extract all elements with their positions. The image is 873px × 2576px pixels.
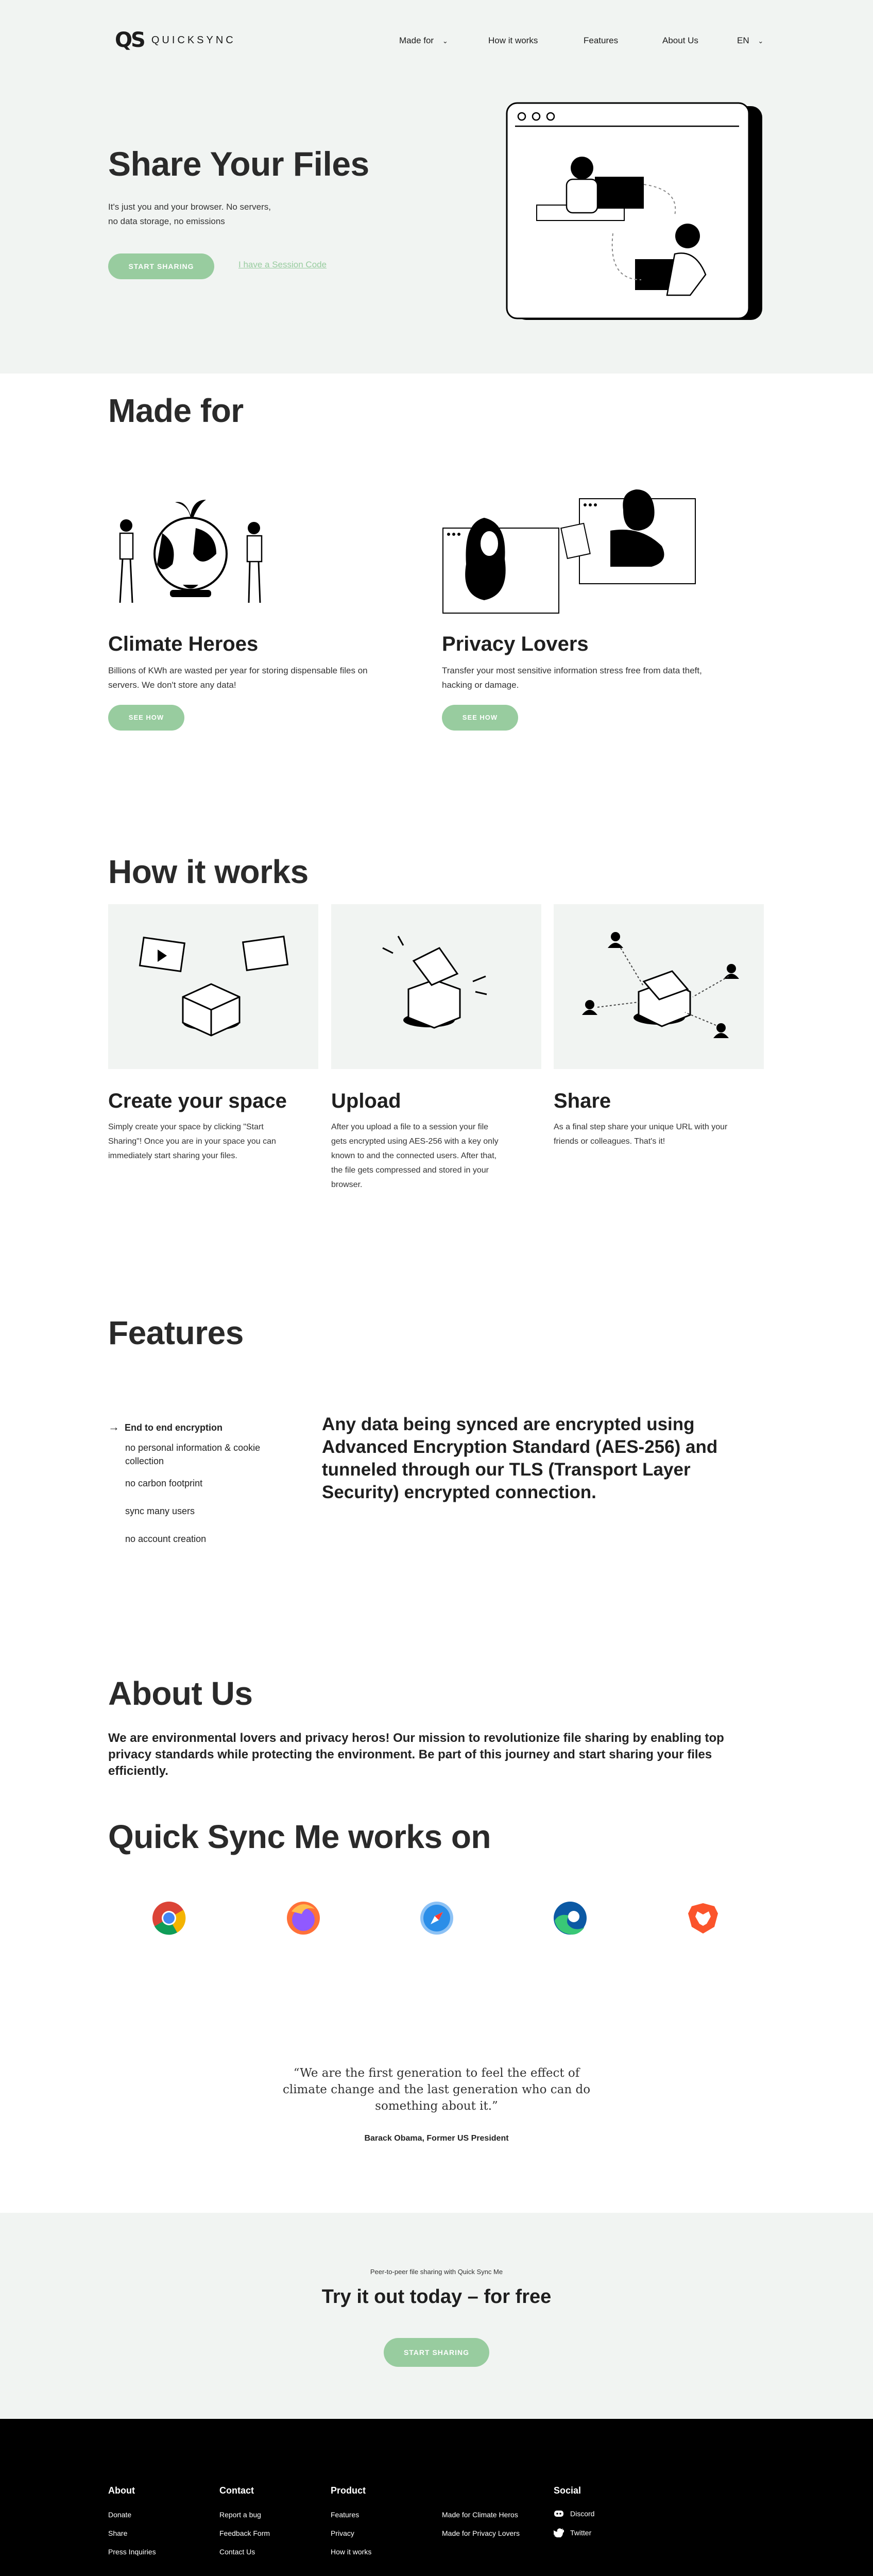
footer-link-features[interactable]: Features [331, 2511, 360, 2519]
climate-heroes-illustration [106, 487, 276, 611]
footer-contact-title: Contact [219, 2485, 254, 2496]
firefox-icon [286, 1901, 320, 1935]
features-title: Features [108, 1314, 244, 1351]
hero-subtitle: It's just you and your browser. No servers, no data storage, no emissions [108, 202, 271, 226]
privacy-lovers-illustration [440, 487, 698, 616]
hero-title: Share Your Files [108, 145, 369, 183]
feature-description: Any data being synced are encrypted using Advanced Encryption Standard (AES-256) and tunneled through our TLS (Transport Layer Security) encrypted connection. [322, 1414, 718, 1502]
step-create-text: Simply create your space by clicking "Start Sharing"! Once you are in your space you can immediately start sharing your files. [108, 1123, 276, 1160]
nav-made-for[interactable]: Made for ⌄ [399, 36, 448, 45]
cta-section [0, 2213, 873, 2419]
step-share-card [554, 904, 764, 1069]
safari-icon [420, 1901, 454, 1935]
step-create-title: Create your space [108, 1090, 287, 1112]
made-for-title: Made for [108, 392, 244, 429]
footer-link-privacy-lovers[interactable]: Made for Privacy Lovers [442, 2529, 520, 2537]
footer-social-title: Social [554, 2485, 581, 2496]
share-illustration [554, 904, 764, 1069]
step-share-title: Share [554, 1090, 611, 1112]
climate-heroes-title: Climate Heroes [108, 633, 259, 655]
edge-icon [553, 1901, 587, 1935]
nav-features[interactable]: Features [584, 36, 619, 45]
cta-title: Try it out today – for free [321, 2286, 552, 2308]
works-on-title: Quick Sync Me works on [108, 1818, 491, 1855]
footer-link-press[interactable]: Press Inquiries [108, 2548, 156, 2556]
step-upload-card [331, 904, 541, 1069]
privacy-see-how-button[interactable]: SEE HOW [442, 705, 518, 731]
footer-product-title: Product [331, 2485, 366, 2496]
feature-item-no-account[interactable]: no account creation [125, 1534, 207, 1544]
footer-link-donate[interactable]: Donate [108, 2511, 132, 2519]
nav-about-us[interactable]: About Us [662, 36, 698, 45]
quote-author: Barack Obama, Former US President [364, 2134, 509, 2143]
privacy-lovers-text: Transfer your most sensitive information stress free from data theft, hacking or damage. [442, 666, 702, 690]
privacy-lovers-title: Privacy Lovers [442, 633, 589, 655]
climate-see-how-button[interactable]: SEE HOW [108, 705, 184, 731]
footer-link-share[interactable]: Share [108, 2529, 128, 2537]
step-create-card [108, 904, 318, 1069]
chevron-down-icon: ⌄ [442, 37, 448, 45]
step-share-text: As a final step share your unique URL with your friends or colleagues. That's it! [554, 1123, 728, 1146]
hero-illustration [505, 102, 765, 324]
footer-link-climate-heros[interactable]: Made for Climate Heros [442, 2511, 518, 2519]
session-code-link[interactable]: I have a Session Code [238, 260, 327, 269]
chrome-icon [152, 1901, 186, 1935]
feature-item-sync-users[interactable]: sync many users [125, 1506, 195, 1516]
climate-heroes-text: Billions of KWh are wasted per year for storing dispensable files on servers. We don't store any data! [108, 666, 368, 690]
language-select[interactable]: EN ⌄ [737, 36, 764, 45]
how-it-works-title: How it works [108, 853, 309, 890]
footer-about-title: About [108, 2485, 135, 2496]
footer-link-feedback[interactable]: Feedback Form [219, 2529, 270, 2537]
about-title: About Us [108, 1675, 253, 1712]
create-space-illustration [108, 904, 318, 1069]
chevron-down-icon: ⌄ [758, 37, 764, 45]
feature-item-carbon[interactable]: no carbon footprint [125, 1478, 203, 1488]
brave-icon [686, 1901, 720, 1935]
cta-start-sharing-button[interactable]: START SHARING [384, 2338, 489, 2367]
quote-text: “We are the first generation to feel the effect of climate change and the last generation who can do something about it.” [282, 2066, 591, 2113]
arrow-right-icon: → [108, 1420, 119, 1433]
feature-item-personal-info[interactable]: no personal information & cookie collection [125, 1443, 261, 1466]
nav-how-it-works[interactable]: How it works [488, 36, 538, 45]
footer-link-privacy[interactable]: Privacy [331, 2529, 354, 2537]
footer-link-report-bug[interactable]: Report a bug [219, 2511, 261, 2519]
twitter-icon [554, 2528, 564, 2537]
step-upload-text: After you upload a file to a session your file gets encrypted using AES-256 with a key only known to and the connected users. After that, the file gets compressed and stored in your browser. [331, 1123, 499, 1189]
start-sharing-button[interactable]: START SHARING [108, 253, 214, 279]
logo-text: QUICKSYNC [151, 34, 236, 46]
about-text: We are environmental lovers and privacy heros! Our mission to revolutionize file sharing by enabling top privacy standards while protecting the environment. Be part of this journey and start sharing your files efficiently. [108, 1731, 724, 1778]
logo-mark: QS [115, 28, 144, 52]
footer-link-twitter[interactable]: Twitter [554, 2528, 591, 2537]
cta-eyebrow: Peer-to-peer file sharing with Quick Sync Me [370, 2268, 503, 2276]
footer-link-how-it-works[interactable]: How it works [331, 2548, 372, 2556]
footer-link-contact[interactable]: Contact Us [219, 2548, 255, 2556]
feature-item-active[interactable]: → End to end encryption [108, 1420, 223, 1433]
discord-icon [554, 2510, 564, 2518]
logo[interactable] [115, 28, 236, 52]
footer-link-discord[interactable]: Discord [554, 2510, 594, 2518]
step-upload-title: Upload [331, 1090, 401, 1112]
upload-illustration [331, 904, 541, 1069]
